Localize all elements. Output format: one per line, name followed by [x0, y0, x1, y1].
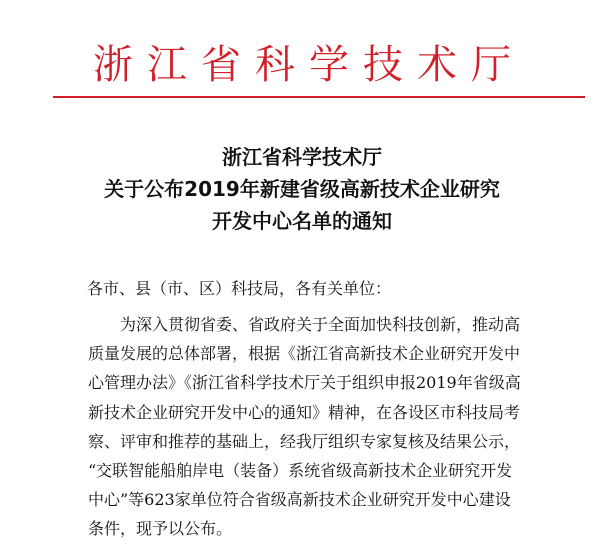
red-divider-line: [53, 96, 585, 98]
body-line-6: “交联智能船舶岸电（装备）系统省级高新技术企业研究开发: [88, 461, 513, 481]
body-paragraph: [88, 310, 528, 544]
body-line-4: 新技术企业研究开发中心的通知》精神，在各设区市科技局考: [88, 402, 521, 422]
document-title: [0, 141, 604, 237]
body-line-8: 条件，现予以公布。: [88, 519, 233, 539]
body-line-5: 察、评审和推荐的基础上，经我厅组织专家复核及结果公示，: [88, 431, 521, 451]
body-line-2: 质量发展的总体部署，根据《浙江省高新技术企业研究开发中: [88, 344, 521, 364]
title-line-3: 开发中心名单的通知: [212, 209, 392, 233]
body-line-3: 心管理办法》《浙江省科学技术厅关于组织申报2019年省级高: [88, 373, 521, 393]
body-line-1: 为深入贯彻省委、省政府关于全面加快科技创新，推动高: [120, 315, 521, 334]
body-line-7: 中心”等623家单位符合省级高新技术企业研究开发中心建设: [88, 490, 511, 510]
title-line-2: 关于公布2019年新建省级高新技术企业研究: [104, 177, 500, 201]
salutation: 各市、县（市、区）科技局，各有关单位：: [87, 279, 392, 298]
agency-masthead: 浙江省科学技术厅: [93, 42, 525, 88]
title-line-1: 浙江省科学技术厅: [222, 145, 382, 169]
